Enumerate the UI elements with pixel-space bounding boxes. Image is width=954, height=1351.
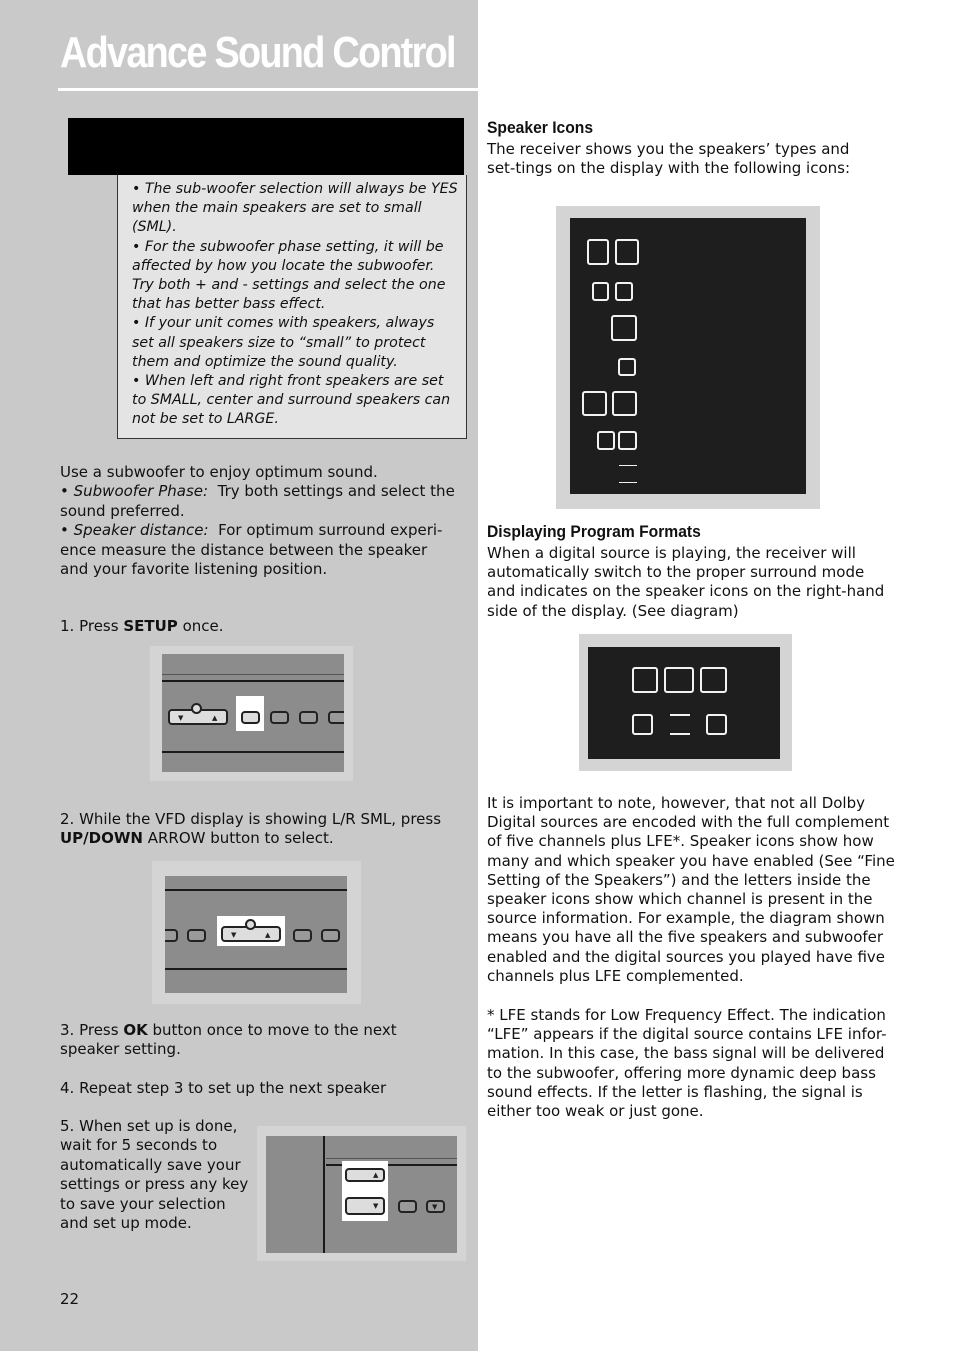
panel-button[interactable] [165, 929, 178, 942]
speaker-icon [582, 391, 607, 416]
step-text: button once to move to the next speaker setting. [60, 1021, 397, 1059]
intro-text [60, 463, 460, 579]
down-arrow-icon: ▼ [178, 714, 184, 722]
step-5 [60, 1117, 252, 1233]
step-text: 4. Repeat step 3 to set up the next speaker [60, 1079, 387, 1097]
bullet-label: Subwoofer Phase: [73, 482, 209, 501]
panel-button[interactable] [426, 1200, 445, 1213]
note-item: • For the subwoofer phase setting, it will be affected by how you locate the subwoofer. Try both + and - settings and select the one that has better bass effect. [132, 238, 446, 313]
down-arrow-icon: ▼ [231, 931, 237, 939]
panel-line [162, 674, 344, 675]
knob-icon [245, 919, 256, 930]
speaker-icons-text [487, 140, 882, 178]
step-text: 2. While the VFD display is showing L/R SML, press [60, 810, 442, 828]
speaker-icon [615, 282, 633, 301]
program-formats-heading: Displaying Program Formats [487, 522, 701, 541]
front-panel [266, 1136, 457, 1253]
bullet-label: Speaker distance: [73, 521, 209, 540]
speaker-icon [611, 315, 637, 341]
panel-button[interactable] [299, 711, 318, 724]
title-rule [58, 88, 478, 91]
page-number: 22 [60, 1290, 80, 1308]
step-text: 5. When set up is done, wait for 5 seconds to automatically save your settings or press any key to save your selection and set up mode. [60, 1117, 249, 1233]
panel-divider [323, 1136, 325, 1253]
panel-button[interactable] [187, 929, 206, 942]
step-text: once. [177, 617, 224, 635]
panel-button[interactable] [328, 711, 344, 724]
setup-button[interactable] [241, 711, 260, 724]
panel-line [162, 680, 344, 682]
front-panel [165, 876, 347, 993]
speaker-icons-illustration [556, 206, 820, 509]
up-arrow-icon: ▲ [373, 1171, 379, 1179]
up-arrow-icon: ▲ [212, 714, 218, 722]
updown-button-illustration [152, 861, 361, 1004]
program-formats-text [487, 544, 892, 621]
paragraph: When a digital source is playing, the receiver will automatically switch to the proper surround mode and indicates on the speaker icons on the right-hand side of the display. (See diagram) [487, 544, 885, 620]
intro-bullet-phase: • Subwoofer Phase: Try both settings and select the sound preferred. [60, 482, 455, 520]
note-paragraph [487, 794, 897, 986]
note-item: • If your unit comes with speakers, always set all speakers size to “small” to protect them and optimize the sound quality. [132, 315, 435, 370]
front-panel [162, 654, 344, 772]
step-key: SETUP [123, 617, 178, 635]
speaker-icon [592, 282, 609, 301]
bullet-text: For optimum surround experi-ence measure the distance between the speaker and your favorite listening position. [60, 521, 443, 579]
speaker-icon [632, 667, 658, 693]
panel-line [165, 889, 347, 891]
speaker-icon [632, 714, 653, 735]
down-arrow-icon: ▼ [432, 1203, 438, 1211]
ok-button-illustration [257, 1126, 466, 1261]
step-text: ARROW button to select. [142, 829, 334, 848]
speaker-icon [618, 358, 636, 376]
ok-button[interactable] [345, 1168, 385, 1182]
step-3 [60, 1021, 460, 1060]
speaker-icon [615, 239, 639, 265]
down-arrow-icon: ▼ [373, 1202, 379, 1210]
lfe-paragraph [487, 1006, 892, 1121]
note-box [117, 175, 467, 439]
paragraph: It is important to note, however, that not all Dolby Digital sources are encoded with the full complement of five channels plus LFE*. Speaker icons show how many and which speaker you have enabled (See “Fine Setting of the Speakers”) and the letters inside the speaker icons show which channel is present in the source information. For example, the diagram shown means you have all the five speakers and subwoofer enabled and the digital sources you played have five channels plus LFE complemented. [487, 794, 895, 985]
step-key: UP/DOWN [60, 829, 143, 848]
step-text: 3. Press [60, 1021, 124, 1039]
step-4 [60, 1079, 460, 1098]
vfd-display [570, 218, 806, 494]
dash-icon [619, 465, 637, 466]
panel-button[interactable] [398, 1200, 417, 1213]
speaker-icon [700, 667, 727, 693]
paragraph: * LFE stands for Low Frequency Effect. The indication “LFE” appears if the digital source contains LFE infor-mation. In this case, the bass signal will be delivered to the subwoofer, offering more dynamic deep bass sound effects. If the letter is flashing, the signal is either too weak or just gone. [487, 1006, 887, 1121]
panel-line [162, 751, 344, 753]
speaker-icon [618, 431, 637, 450]
step-2 [60, 810, 460, 849]
dash-icon [670, 733, 690, 735]
program-formats-illustration [579, 634, 792, 771]
setup-button-illustration [150, 646, 353, 781]
up-arrow-icon: ▲ [265, 931, 271, 939]
step-text: 1. Press [60, 617, 124, 635]
knob-icon [191, 703, 202, 714]
speaker-icon [612, 391, 637, 416]
step-1 [60, 617, 224, 636]
paragraph: The receiver shows you the speakers’ types and set-tings on the display with the following icons: [487, 140, 851, 178]
speaker-icon [587, 239, 609, 265]
speaker-icon [664, 667, 694, 693]
speaker-icons-heading: Speaker Icons [487, 118, 594, 137]
bullet-text: Try both settings and select the sound preferred. [60, 482, 455, 520]
note-item: • The sub-woofer selection will always be YES when the main speakers are set to small (SML). [132, 181, 458, 236]
panel-button[interactable] [321, 929, 340, 942]
panel-line [165, 968, 347, 970]
intro-bullet-distance: • Speaker distance: For optimum surround experi-ence measure the distance between the speaker and your favorite listening position. [60, 521, 443, 579]
speaker-icon [706, 714, 727, 735]
note-header-bar [68, 118, 464, 175]
step-key: OK [123, 1021, 148, 1039]
speaker-icon [597, 431, 615, 450]
note-item: • When left and right front speakers are set to SMALL, center and surround speakers can not be set to LARGE. [132, 373, 451, 428]
dash-icon [670, 714, 690, 716]
intro-line: Use a subwoofer to enjoy optimum sound. [60, 463, 378, 481]
panel-button[interactable] [270, 711, 289, 724]
down-button[interactable] [345, 1197, 385, 1215]
panel-button[interactable] [293, 929, 312, 942]
vfd-display [588, 647, 780, 759]
panel-line [326, 1158, 457, 1159]
page-title: Advance Sound Control [60, 28, 455, 77]
dash-icon [619, 482, 637, 483]
